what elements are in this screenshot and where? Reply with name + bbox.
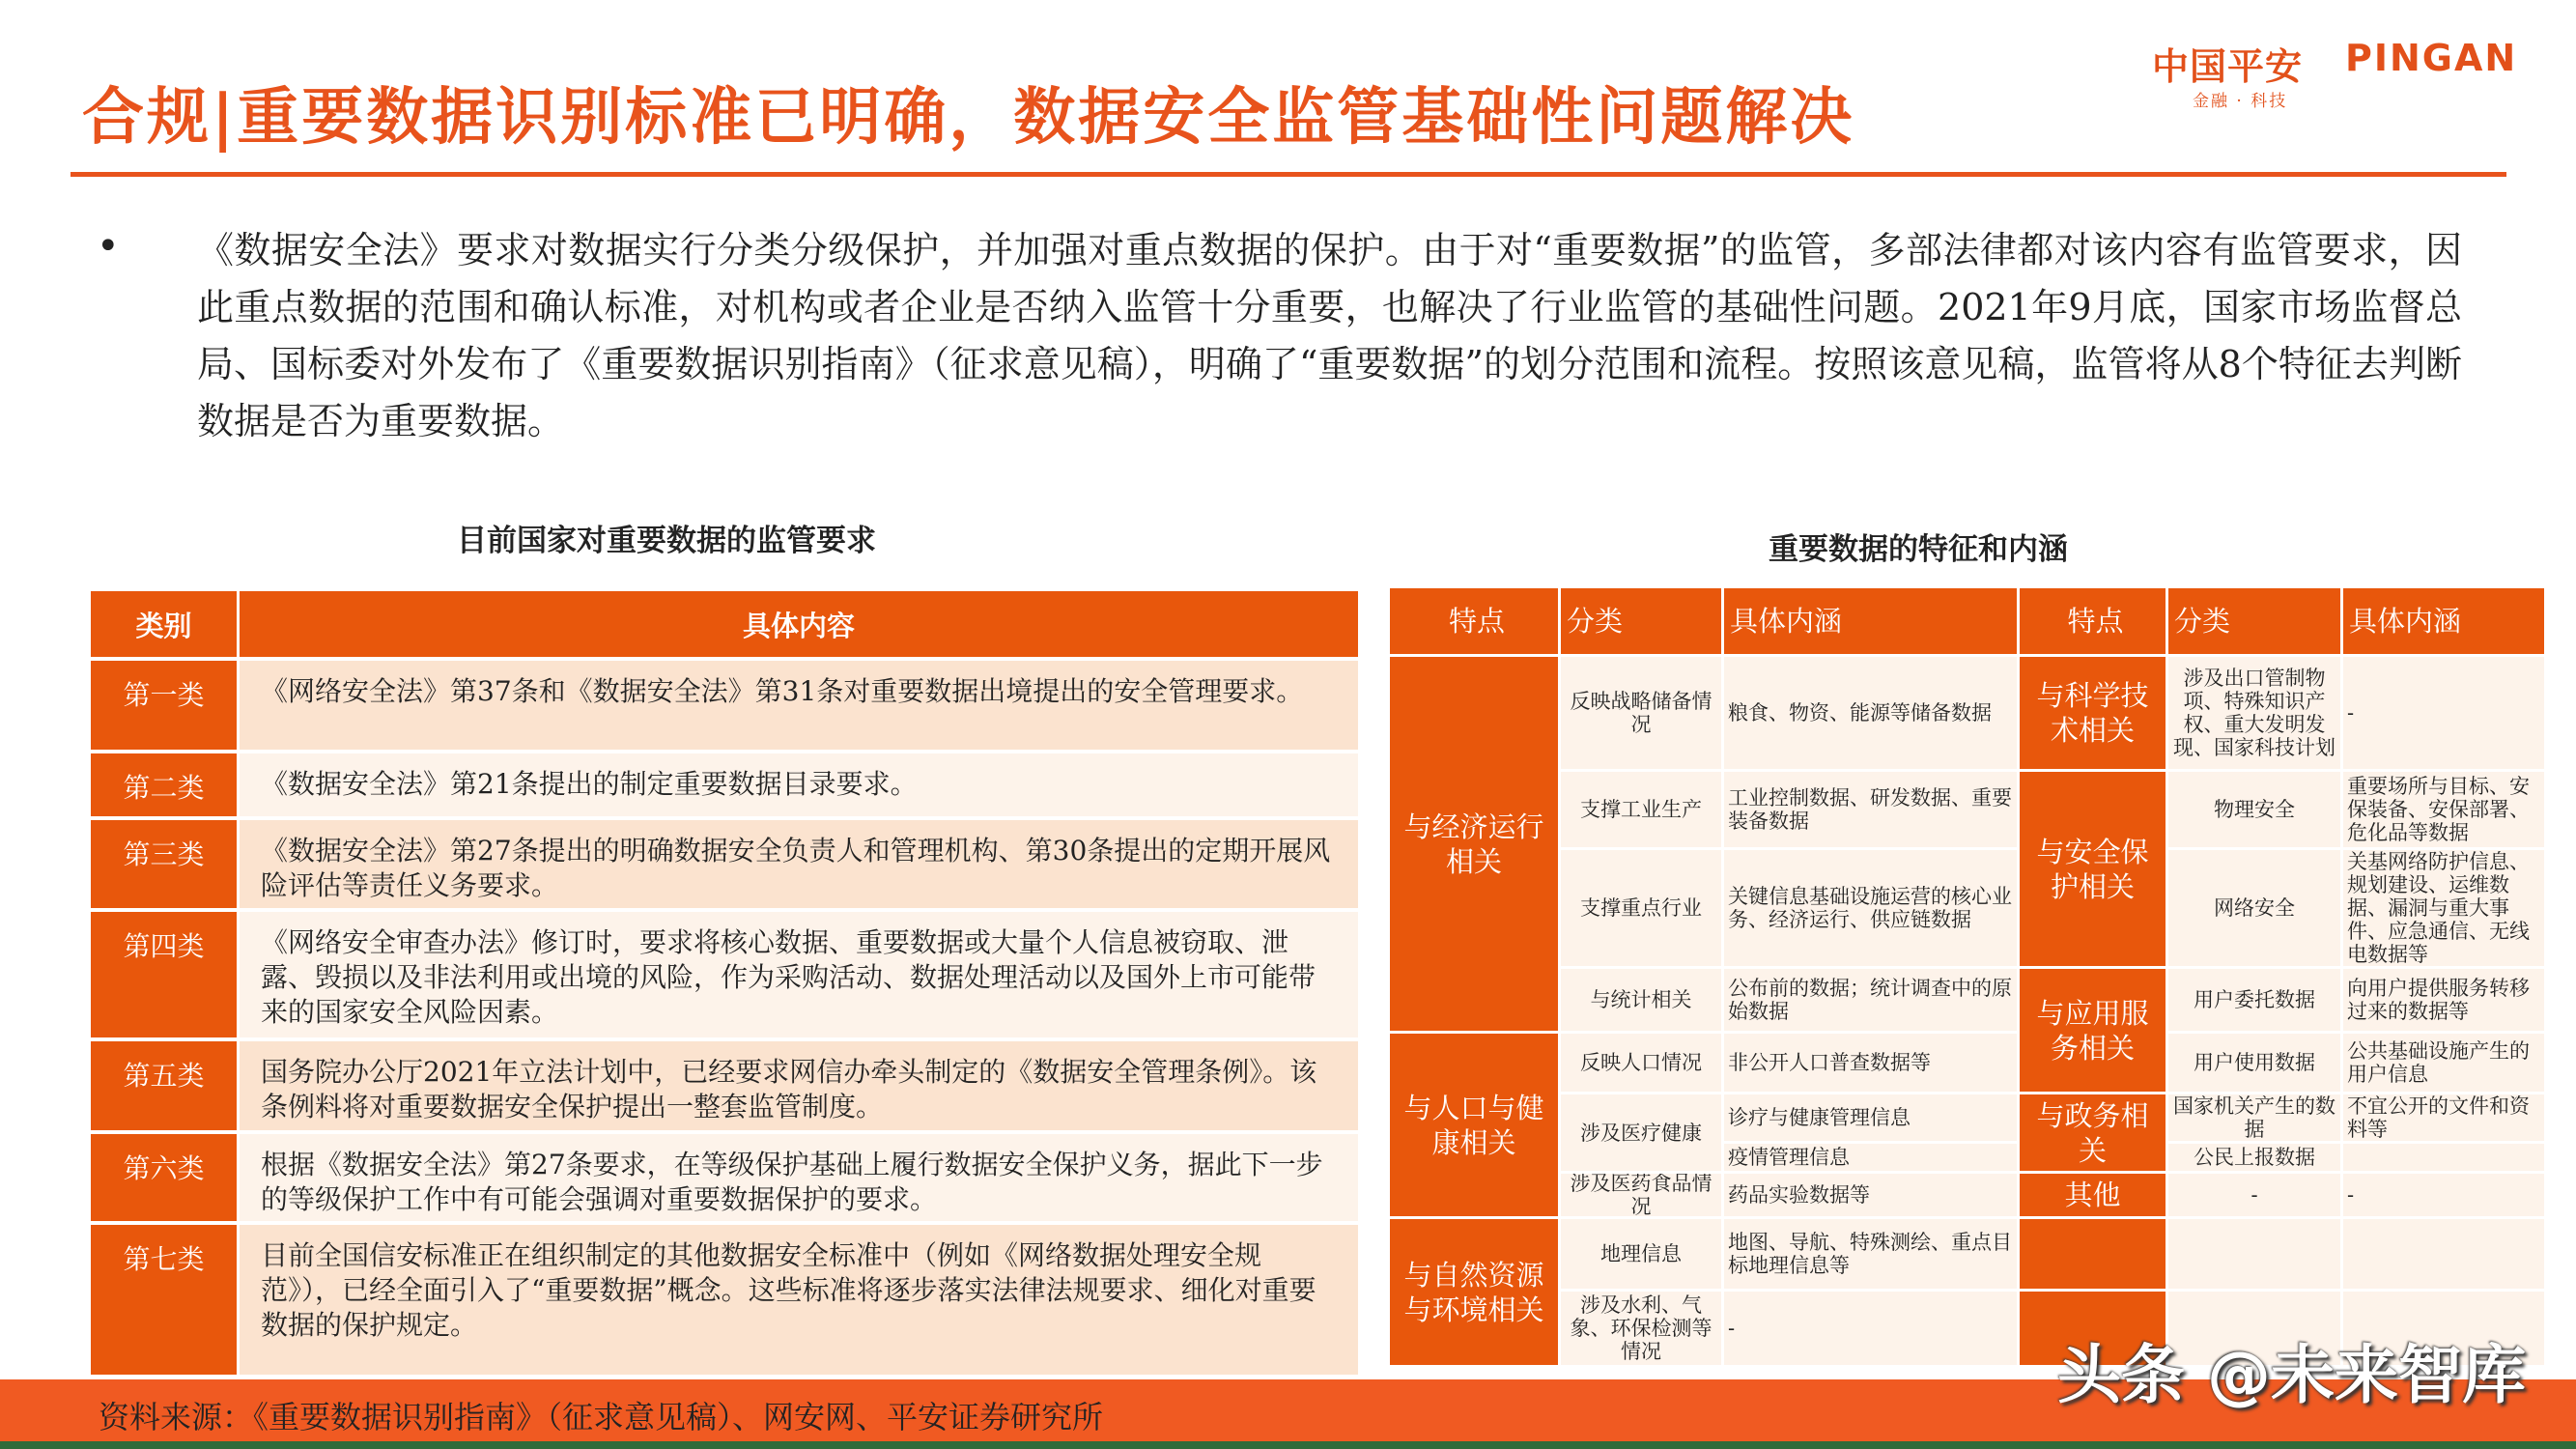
detail-cell: 非公开人口普查数据等 [1724, 1034, 2017, 1092]
logo-sub: 金融 · 科技 [2193, 92, 2288, 111]
bullet-icon: • [97, 224, 120, 269]
category-cell: 物理安全 [2168, 772, 2340, 847]
logo-cn: 中国平安 [2152, 45, 2304, 88]
category-cell: 涉及医疗健康 [1561, 1094, 1721, 1171]
group-label: 与科学技术相关 [2020, 657, 2166, 769]
category-cell: 涉及水利、气象、环保检测等情况 [1561, 1292, 1721, 1365]
category-cell: 支撑工业生产 [1561, 772, 1721, 847]
detail-cell: 关基网络防护信息、规划建设、运维数据、漏洞与重大事件、应急通信、无线电数据等 [2343, 850, 2544, 966]
category-cell: 国家机关产生的数据 [2168, 1094, 2340, 1141]
group-label: 其他 [2020, 1174, 2166, 1216]
empty-cell [2343, 1219, 2544, 1289]
group-label: 与政务相关 [2020, 1094, 2166, 1171]
category-cell: - [2168, 1174, 2340, 1216]
pingan-logo [2152, 37, 2558, 114]
detail-cell: 向用户提供服务转移过来的数据等 [2343, 969, 2544, 1031]
detail-cell: 地图、导航、特殊测绘、重点目标地理信息等 [1724, 1219, 2017, 1289]
detail-cell: 重要场所与目标、安保装备、安保部署、危化品等数据 [2343, 772, 2544, 847]
source-note: 资料来源：《重要数据识别指南》（征求意见稿）、网安网、平安证券研究所 [99, 1399, 1104, 1435]
group-label: 与人口与健康相关 [1390, 1034, 1558, 1216]
logo-en: PINGAN [2345, 37, 2518, 79]
row-category: 第四类 [91, 912, 237, 1037]
col-header: 类别 [91, 591, 237, 657]
category-cell: 公民上报数据 [2168, 1144, 2340, 1171]
row-content: 目前全国信安标准正在组织制定的其他数据安全标准中（例如《网络数据处理安全规范》），已经全面引入了“重要数据”概念。这些标准将逐步落实法律法规要求、细化对重要数据的保护规定。 [240, 1225, 1358, 1375]
category-cell: 网络安全 [2168, 850, 2340, 966]
empty-cell [2168, 1219, 2340, 1289]
col-header: 具体内涵 [1724, 588, 2017, 654]
footer-green-line [0, 1441, 2576, 1449]
title-underline [71, 172, 2506, 177]
right-table-title: 重要数据的特征和内涵 [1769, 532, 2068, 567]
group-label: 与安全保护相关 [2020, 772, 2166, 966]
blank-group [2020, 1219, 2166, 1289]
row-category: 第五类 [91, 1041, 237, 1130]
col-header: 特点 [1390, 588, 1558, 654]
col-header: 特点 [2020, 588, 2166, 654]
category-cell: 用户使用数据 [2168, 1034, 2340, 1092]
page-title: 合规|重要数据识别标准已明确，数据安全监管基础性问题解决 [82, 81, 1855, 154]
detail-cell: 工业控制数据、研发数据、重要装备数据 [1724, 772, 2017, 847]
row-category: 第三类 [91, 820, 237, 908]
detail-cell: - [2343, 657, 2544, 769]
detail-cell: 诊疗与健康管理信息 [1724, 1094, 2017, 1141]
group-label: 与自然资源与环境相关 [1390, 1219, 1558, 1365]
group-label: 与应用服务相关 [2020, 969, 2166, 1092]
detail-cell: - [2343, 1174, 2544, 1216]
category-cell: 支撑重点行业 [1561, 850, 1721, 966]
detail-cell: 公布前的数据；统计调查中的原始数据 [1724, 969, 2017, 1031]
category-cell: 反映战略储备情况 [1561, 657, 1721, 769]
row-content: 根据《数据安全法》第27条要求，在等级保护基础上履行数据安全保护义务，据此下一步的等级保护工作中有可能会强调对重要数据保护的要求。 [240, 1134, 1358, 1221]
detail-cell: - [1724, 1292, 2017, 1365]
watermark: 头条 @未来智库 [2057, 1338, 2526, 1412]
row-content: 国务院办公厅2021年立法计划中，已经要求网信办牵头制定的《数据安全管理条例》。该条例料将对重要数据安全保护提出一整套监管制度。 [240, 1041, 1358, 1130]
category-cell: 与统计相关 [1561, 969, 1721, 1031]
category-cell: 地理信息 [1561, 1219, 1721, 1289]
detail-cell: 不宜公开的文件和资料等 [2343, 1094, 2544, 1141]
col-header: 分类 [1561, 588, 1721, 654]
row-content: 《网络安全审查办法》修订时，要求将核心数据、重要数据或大量个人信息被窃取、泄露、毁损以及非法利用或出境的风险，作为采购活动、数据处理活动以及国外上市可能带来的国家安全风险因素。 [240, 912, 1358, 1037]
col-header: 具体内容 [240, 591, 1358, 657]
detail-cell: 公共基础设施产生的用户信息 [2343, 1034, 2544, 1092]
detail-cell [2343, 1144, 2544, 1171]
detail-cell: 粮食、物资、能源等储备数据 [1724, 657, 2017, 769]
category-cell: 涉及医药食品情况 [1561, 1174, 1721, 1216]
features-table [1390, 588, 2544, 1365]
intro-paragraph: 《数据安全法》要求对数据实行分类分级保护，并加强对重点数据的保护。由于对“重要数据”的监管，多部法律都对该内容有监管要求，因此重点数据的范围和确认标准，对机构或者企业是否纳入监管十分重要，也解决了行业监管的基础性问题。2021年9月底，国家市场监督总局、国标委对外发布了《重要数据识别指南》（征求意见稿），明确了“重要数据”的划分范围和流程。按照该意见稿，监管将从8个特征去判断数据是否为重要数据。 [197, 229, 2462, 442]
detail-cell: 药品实验数据等 [1724, 1174, 2017, 1216]
regulation-table [91, 591, 1358, 1375]
detail-cell: 疫情管理信息 [1724, 1144, 2017, 1171]
detail-cell: 关键信息基础设施运营的核心业务、经济运行、供应链数据 [1724, 850, 2017, 966]
row-category: 第一类 [91, 661, 237, 750]
category-cell: 反映人口情况 [1561, 1034, 1721, 1092]
category-cell: 用户委托数据 [2168, 969, 2340, 1031]
row-category: 第二类 [91, 753, 237, 816]
group-label: 与经济运行相关 [1390, 657, 1558, 1031]
row-category: 第六类 [91, 1134, 237, 1221]
col-header: 具体内涵 [2343, 588, 2544, 654]
left-table-title: 目前国家对重要数据的监管要求 [457, 524, 876, 558]
row-category: 第七类 [91, 1225, 237, 1375]
category-cell: 涉及出口管制物项、特殊知识产权、重大发明发现、国家科技计划 [2168, 657, 2340, 769]
row-content: 《网络安全法》第37条和《数据安全法》第31条对重要数据出境提出的安全管理要求。 [240, 661, 1358, 750]
row-content: 《数据安全法》第21条提出的制定重要数据目录要求。 [240, 753, 1358, 816]
row-content: 《数据安全法》第27条提出的明确数据安全负责人和管理机构、第30条提出的定期开展风险评估等责任义务要求。 [240, 820, 1358, 908]
col-header: 分类 [2168, 588, 2340, 654]
